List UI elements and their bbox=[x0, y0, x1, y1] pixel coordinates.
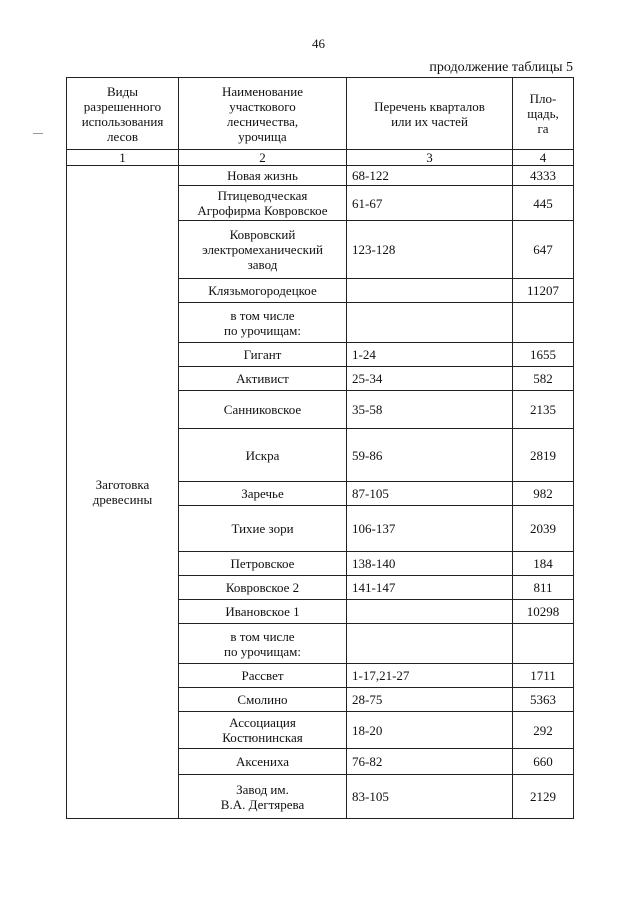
quarters-cell bbox=[347, 624, 513, 664]
forestry-name-line: Ковровский bbox=[229, 227, 296, 242]
area-cell: 582 bbox=[513, 367, 574, 391]
area-cell: 4333 bbox=[513, 166, 574, 186]
area-cell: 5363 bbox=[513, 688, 574, 712]
area-cell: 647 bbox=[513, 221, 574, 279]
header-line: использования bbox=[81, 113, 164, 129]
header-quarters bbox=[347, 78, 513, 150]
quarters-cell: 28-75 bbox=[347, 688, 513, 712]
forestry-name-line: Птицеводческая bbox=[217, 188, 308, 203]
forestry-name-cell bbox=[179, 482, 347, 506]
quarters-cell: 83-105 bbox=[347, 775, 513, 819]
column-number: 2 bbox=[179, 150, 347, 166]
area-cell: 2129 bbox=[513, 775, 574, 819]
forestry-name-line: Ивановское 1 bbox=[225, 604, 300, 619]
header-use-type bbox=[67, 78, 179, 150]
forestry-name-line: электромеханический bbox=[202, 242, 323, 257]
forestry-name-cell bbox=[179, 576, 347, 600]
forestry-name-cell bbox=[179, 664, 347, 688]
forestry-name-line: Санниковское bbox=[223, 402, 302, 417]
area-cell: 660 bbox=[513, 749, 574, 775]
area-cell: 1711 bbox=[513, 664, 574, 688]
quarters-cell: 87-105 bbox=[347, 482, 513, 506]
header-line: Виды bbox=[107, 83, 138, 99]
forestry-name-line: Агрофирма Ковровское bbox=[197, 203, 328, 218]
use-type-line: Заготовка bbox=[95, 477, 150, 492]
forestry-name-line: в том числе bbox=[230, 307, 295, 323]
header-line: лесничества, bbox=[226, 113, 299, 129]
forestry-name-line: Аксениха bbox=[235, 754, 290, 769]
table-continuation-caption: продолжение таблицы 5 bbox=[429, 60, 573, 75]
forestry-name-cell bbox=[179, 391, 347, 429]
column-number: 3 bbox=[347, 150, 513, 166]
quarters-cell: 141-147 bbox=[347, 576, 513, 600]
area-cell: 184 bbox=[513, 552, 574, 576]
area-cell: 982 bbox=[513, 482, 574, 506]
area-cell: 292 bbox=[513, 712, 574, 749]
forestry-name-line: В.А. Дегтярева bbox=[220, 796, 305, 812]
quarters-cell: 68-122 bbox=[347, 166, 513, 186]
forestry-name-line: Новая жизнь bbox=[227, 168, 298, 183]
forestry-name-cell bbox=[179, 221, 347, 279]
forestry-name-line: Клязьмогородецкое bbox=[208, 283, 317, 298]
area-cell: 2135 bbox=[513, 391, 574, 429]
quarters-cell: 123-128 bbox=[347, 221, 513, 279]
area-cell: 1655 bbox=[513, 343, 574, 367]
forestry-name-cell bbox=[179, 712, 347, 749]
forestry-name-cell bbox=[179, 429, 347, 482]
header-line: разрешенного bbox=[83, 98, 162, 114]
forestry-name-line: Ассоциация bbox=[229, 715, 296, 730]
forestry-name-cell bbox=[179, 166, 347, 186]
quarters-cell: 1-24 bbox=[347, 343, 513, 367]
forestry-name-cell bbox=[179, 600, 347, 624]
quarters-cell: 61-67 bbox=[347, 186, 513, 221]
column-number: 4 bbox=[513, 150, 574, 166]
column-number: 1 bbox=[67, 150, 179, 166]
forestry-name-line: Ковровское 2 bbox=[225, 580, 300, 595]
forestry-name-cell bbox=[179, 775, 347, 819]
quarters-cell: 106-137 bbox=[347, 506, 513, 552]
quarters-cell: 1-17,21-27 bbox=[347, 664, 513, 688]
forestry-name-cell bbox=[179, 367, 347, 391]
forestry-name-cell bbox=[179, 343, 347, 367]
quarters-cell: 138-140 bbox=[347, 552, 513, 576]
forestry-name-cell bbox=[179, 749, 347, 775]
page-number: 46 bbox=[312, 36, 325, 51]
header-line: или их частей bbox=[391, 113, 468, 129]
forestry-name-cell bbox=[179, 688, 347, 712]
quarters-cell: 59-86 bbox=[347, 429, 513, 482]
area-cell: 11207 bbox=[513, 279, 574, 303]
header-forestry-name bbox=[179, 78, 347, 150]
header-line: га bbox=[537, 121, 549, 136]
forestry-name-line: Гигант bbox=[243, 347, 282, 362]
header-line: Пло- bbox=[529, 91, 557, 106]
header-line: лесов bbox=[107, 128, 138, 144]
forestry-name-line: по урочищам: bbox=[224, 643, 301, 659]
area-cell: 2039 bbox=[513, 506, 574, 552]
forestry-name-cell bbox=[179, 624, 347, 664]
forestry-name-line: по урочищам: bbox=[224, 322, 301, 338]
forestry-name-line: Смолино bbox=[237, 692, 288, 707]
quarters-cell: 35-58 bbox=[347, 391, 513, 429]
quarters-cell: 76-82 bbox=[347, 749, 513, 775]
forestry-name-cell bbox=[179, 186, 347, 221]
table-body bbox=[67, 166, 574, 819]
forestry-name-line: Рассвет bbox=[241, 668, 284, 683]
forestry-name-cell bbox=[179, 279, 347, 303]
header-area bbox=[513, 78, 574, 150]
forestry-name-cell bbox=[179, 552, 347, 576]
forestry-name-line: Заречье bbox=[241, 486, 284, 501]
header-line: урочища bbox=[238, 128, 287, 144]
area-cell: 811 bbox=[513, 576, 574, 600]
use-type-line: древесины bbox=[92, 492, 153, 507]
header-line: Перечень кварталов bbox=[374, 98, 485, 114]
quarters-cell: 25-34 bbox=[347, 367, 513, 391]
quarters-cell bbox=[347, 279, 513, 303]
forestry-name-line: Петровское bbox=[230, 556, 295, 571]
forestry-name-line: завод bbox=[247, 257, 278, 272]
area-cell bbox=[513, 303, 574, 343]
forestry-name-line: Тихие зори bbox=[231, 521, 294, 536]
forestry-name-line: Искра bbox=[245, 447, 280, 463]
area-cell: 445 bbox=[513, 186, 574, 221]
forestry-name-cell bbox=[179, 303, 347, 343]
table-row bbox=[67, 166, 574, 186]
forest-use-table bbox=[66, 77, 574, 819]
forestry-name-line: Завод им. bbox=[236, 781, 289, 797]
quarters-cell bbox=[347, 303, 513, 343]
forestry-name-line: Активист bbox=[236, 371, 289, 386]
forestry-name-line: Костюнинская bbox=[222, 730, 303, 745]
quarters-cell bbox=[347, 600, 513, 624]
forestry-name-line: в том числе bbox=[230, 628, 295, 644]
header-line: щадь, bbox=[527, 106, 559, 121]
margin-mark bbox=[33, 133, 43, 134]
area-cell: 10298 bbox=[513, 600, 574, 624]
use-type-cell bbox=[67, 166, 179, 819]
header-line: участкового bbox=[229, 98, 296, 114]
header-line: Наименование bbox=[222, 83, 303, 99]
area-cell bbox=[513, 624, 574, 664]
quarters-cell: 18-20 bbox=[347, 712, 513, 749]
area-cell: 2819 bbox=[513, 429, 574, 482]
forestry-name-cell bbox=[179, 506, 347, 552]
